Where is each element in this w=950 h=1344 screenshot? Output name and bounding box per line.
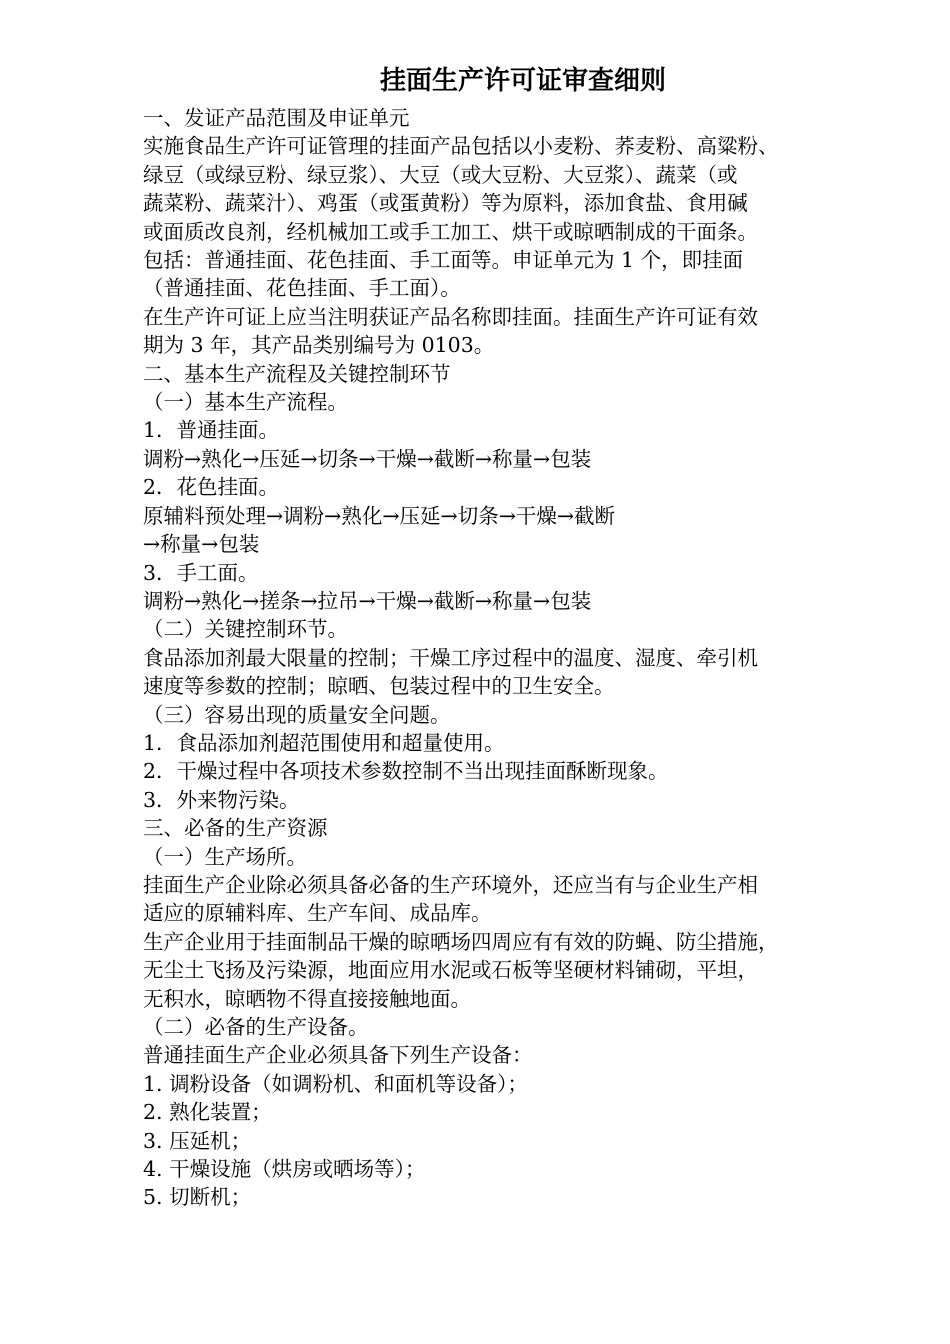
paragraph-line: 生产企业用于挂面制品干燥的晾晒场四周应有有效的防蝇、防尘措施， bbox=[143, 929, 779, 954]
paragraph-line: 普通挂面生产企业必须具备下列生产设备： bbox=[143, 1043, 533, 1068]
process-flow: 调粉→熟化→搓条→拉吊→干燥→截断→称量→包装 bbox=[143, 588, 592, 613]
list-item: 1. 调粉设备（如调粉机、和面机等设备）； bbox=[143, 1071, 528, 1096]
paragraph-line: 无尘土飞扬及污染源，地面应用水泥或石板等坚硬材料铺砌，平坦， bbox=[143, 958, 758, 983]
document-page bbox=[143, 58, 883, 1212]
paragraph-line: 在生产许可证上应当注明获证产品名称即挂面。挂面生产许可证有效 bbox=[143, 304, 758, 329]
process-flow: 调粉→熟化→压延→切条→干燥→截断→称量→包装 bbox=[143, 446, 592, 471]
list-item: 5. 切断机； bbox=[143, 1185, 252, 1210]
list-item: 1．普通挂面。 bbox=[143, 418, 280, 443]
subsection-heading: （三）容易出现的质量安全问题。 bbox=[143, 702, 451, 727]
list-item: 2．干燥过程中各项技术参数控制不当出现挂面酥断现象。 bbox=[143, 759, 669, 784]
paragraph-line: 适应的原辅料库、生产车间、成品库。 bbox=[143, 901, 492, 926]
list-item: 3．外来物污染。 bbox=[143, 787, 300, 812]
subsection-heading: （二）必备的生产设备。 bbox=[143, 1015, 369, 1039]
paragraph-line: 包括：普通挂面、花色挂面、手工面等。申证单元为 1 个，即挂面 bbox=[143, 248, 744, 273]
paragraph-line: 实施食品生产许可证管理的挂面产品包括以小麦粉、荞麦粉、高粱粉、 bbox=[143, 134, 779, 159]
subsection-heading: （一）基本生产流程。 bbox=[143, 390, 348, 415]
process-flow: →称量→包装 bbox=[143, 532, 260, 557]
paragraph-line: 蔬菜粉、蔬菜汁）、鸡蛋（或蛋黄粉）等为原料，添加食盐、食用碱 bbox=[143, 191, 748, 216]
paragraph-line: 或面质改良剂，经机械加工或手工加工、烘干或晾晒制成的干面条。 bbox=[143, 219, 758, 244]
subsection-heading: （二）关键控制环节。 bbox=[143, 617, 348, 642]
section-heading: 二、基本生产流程及关键控制环节 bbox=[143, 361, 451, 386]
paragraph-line: 挂面生产企业除必须具备必备的生产环境外，还应当有与企业生产相 bbox=[143, 872, 758, 897]
subsection-heading: （一）生产场所。 bbox=[143, 844, 307, 869]
paragraph-line: 期为 3 年，其产品类别编号为 0103。 bbox=[143, 333, 495, 358]
list-item: 3．手工面。 bbox=[143, 560, 259, 585]
paragraph-line: 无积水，晾晒物不得直接接触地面。 bbox=[143, 986, 471, 1011]
list-item: 2．花色挂面。 bbox=[143, 475, 280, 500]
section-heading: 一、发证产品范围及申证单元 bbox=[143, 106, 410, 130]
list-item: 2. 熟化装置； bbox=[143, 1100, 272, 1125]
list-item: 3. 压延机； bbox=[143, 1128, 252, 1153]
paragraph-line: （普通挂面、花色挂面、手工面）。 bbox=[143, 276, 461, 301]
paragraph-line: 食品添加剂最大限量的控制；干燥工序过程中的温度、湿度、牵引机 bbox=[143, 645, 758, 670]
document-title: 挂面生产许可证审查细则 bbox=[379, 66, 666, 96]
process-flow: 原辅料预处理→调粉→熟化→压延→切条→干燥→截断 bbox=[143, 503, 616, 528]
paragraph-line: 速度等参数的控制；晾晒、包装过程中的卫生安全。 bbox=[143, 674, 615, 699]
list-item: 1．食品添加剂超范围使用和超量使用。 bbox=[143, 730, 505, 755]
document-body bbox=[143, 104, 883, 1212]
list-item: 4. 干燥设施（烘房或晒场等）； bbox=[143, 1157, 426, 1182]
paragraph-line: 绿豆（或绿豆粉、绿豆浆）、大豆（或大豆粉、大豆浆）、蔬菜（或 bbox=[143, 162, 738, 187]
section-heading: 三、必备的生产资源 bbox=[143, 816, 328, 841]
